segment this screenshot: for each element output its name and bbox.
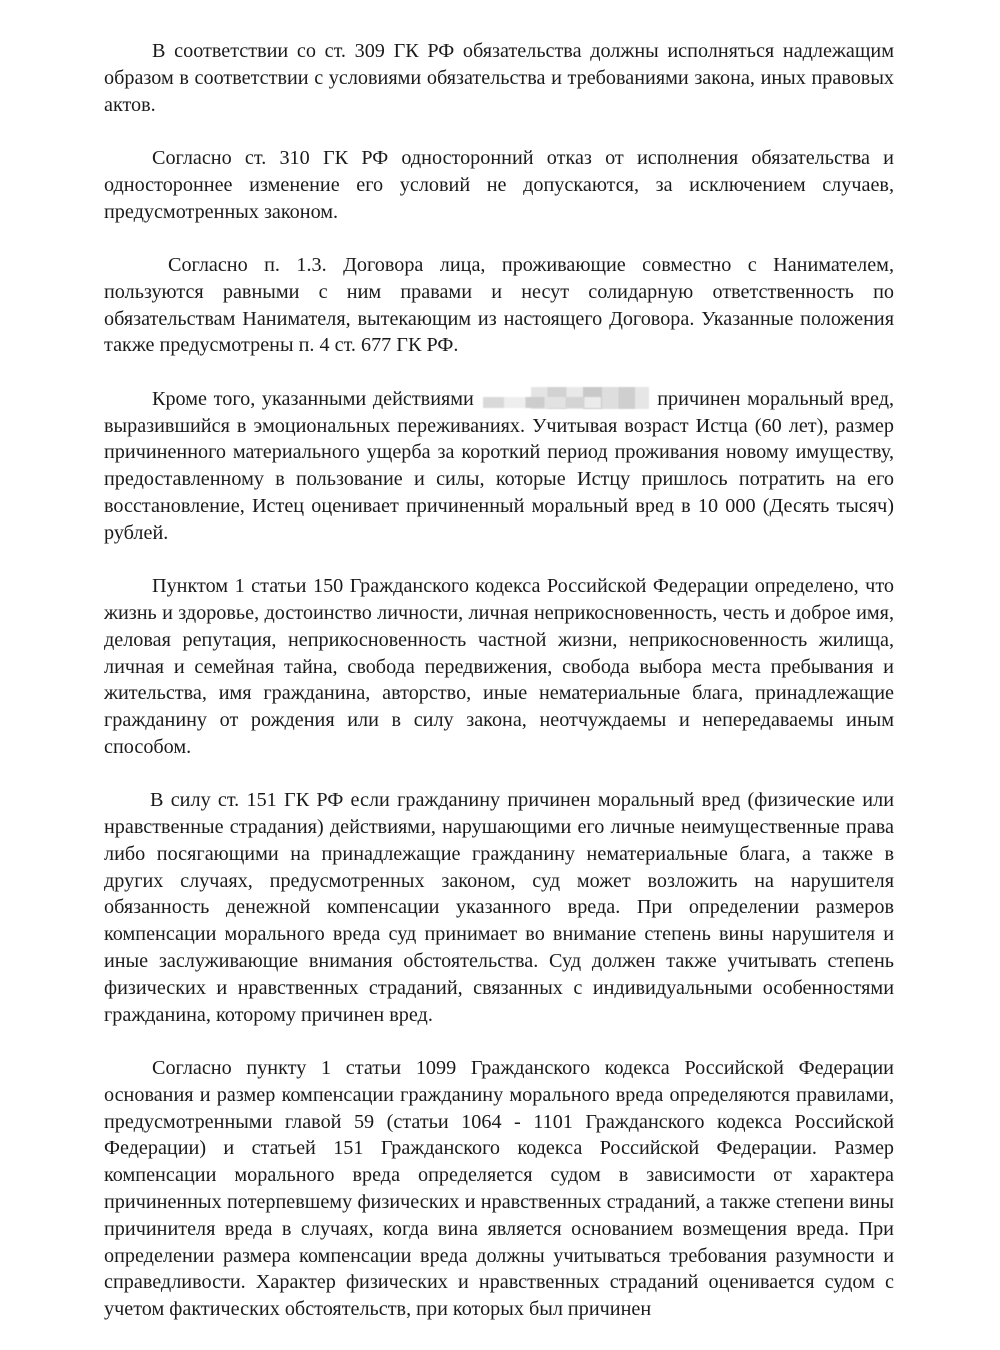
moral-damage-text-before: Кроме того, указанными действиями — [152, 387, 474, 410]
paragraph-article-1099: Согласно пункту 1 статьи 1099 Гражданского кодекса Российской Федерации основания и размер компенсации гражданину морального вреда определяются правилами, предусмотренными главой 59 (статьи 1064 - 1101 Гражданского кодекса Российской Федерации) и статьей 151 Гражданского кодекса Российской Федерации. Размер компенсации морального вреда определяется судом в зависимости от характера причиненных потерпевшему физических и нравственных страданий, а также степени вины причинителя вреда в случаях, когда вина является основанием возмещения вреда. При определении размера компенсации вреда должны учитываться требования разумности и справедливости. Характер физических и нравственных страданий оценивается судом с учетом фактических обстоятельств, при которых был причинен — [104, 1057, 894, 1321]
paragraph-contract-clause-1-3: Согласно п. 1.3. Договора лица, проживающие совместно с Нанимателем, пользуются равными с ним правами и несут солидарную ответственность по обязательствам Нанимателя, вытекающим из настоящего Договора. Указанные положения также предусмотрены п. 4 ст. 677 ГК РФ. — [104, 253, 894, 357]
paragraph-moral-damage-claim — [104, 386, 894, 547]
redacted-name-blur — [481, 386, 651, 413]
paragraph-article-310: Согласно ст. 310 ГК РФ односторонний отказ от исполнения обязательства и одностороннее изменение его условий не допускаются, за исключением случаев, предусмотренных законом. — [104, 146, 894, 223]
moral-damage-text-after: причинен моральный вред, выразившийся в эмоциональных переживаниях. Учитывая возраст Истца (60 лет), размер причиненного материального ущерба за короткий период проживания новому имуществу, предоставленному в пользование и силы, которые Истцу пришлось потратить на его восстановление, Истец оценивает причиненный моральный вред в 10 000 (Десять тысяч) рублей. — [104, 387, 895, 544]
paragraph-article-150: Пунктом 1 статьи 150 Гражданского кодекса Российской Федерации определено, что жизнь и здоровье, достоинство личности, личная неприкосновенность, честь и доброе имя, деловая репутация, неприкосновенность частной жизни, неприкосновенность жилища, личная и семейная тайна, свобода передвижения, свобода выбора места пребывания и жительства, имя гражданина, авторство, иные нематериальные блага, принадлежащие гражданину от рождения или в силу закона, неотчуждаемы и непередаваемы иным способом. — [104, 575, 894, 758]
document-page — [104, 38, 894, 1350]
paragraph-article-151: В силу ст. 151 ГК РФ если гражданину причинен моральный вред (физические или нравственные страдания) действиями, нарушающими его личные неимущественные права либо посягающими на принадлежащие гражданину нематериальные блага, а также в других случаях, предусмотренных законом, суд может возложить на нарушителя обязанность денежной компенсации указанного вреда. При определении размеров компенсации морального вреда суд принимает во внимание степень вины нарушителя и иные заслуживающие внимания обстоятельства. Суд должен также учитывать степень физических и нравственных страданий, связанных с индивидуальными особенностями гражданина, которому причинен вред. — [104, 789, 894, 1026]
paragraph-article-309: В соответствии со ст. 309 ГК РФ обязательства должны исполняться надлежащим образом в соответствии с условиями обязательства и требованиями закона, иных правовых актов. — [104, 40, 894, 116]
